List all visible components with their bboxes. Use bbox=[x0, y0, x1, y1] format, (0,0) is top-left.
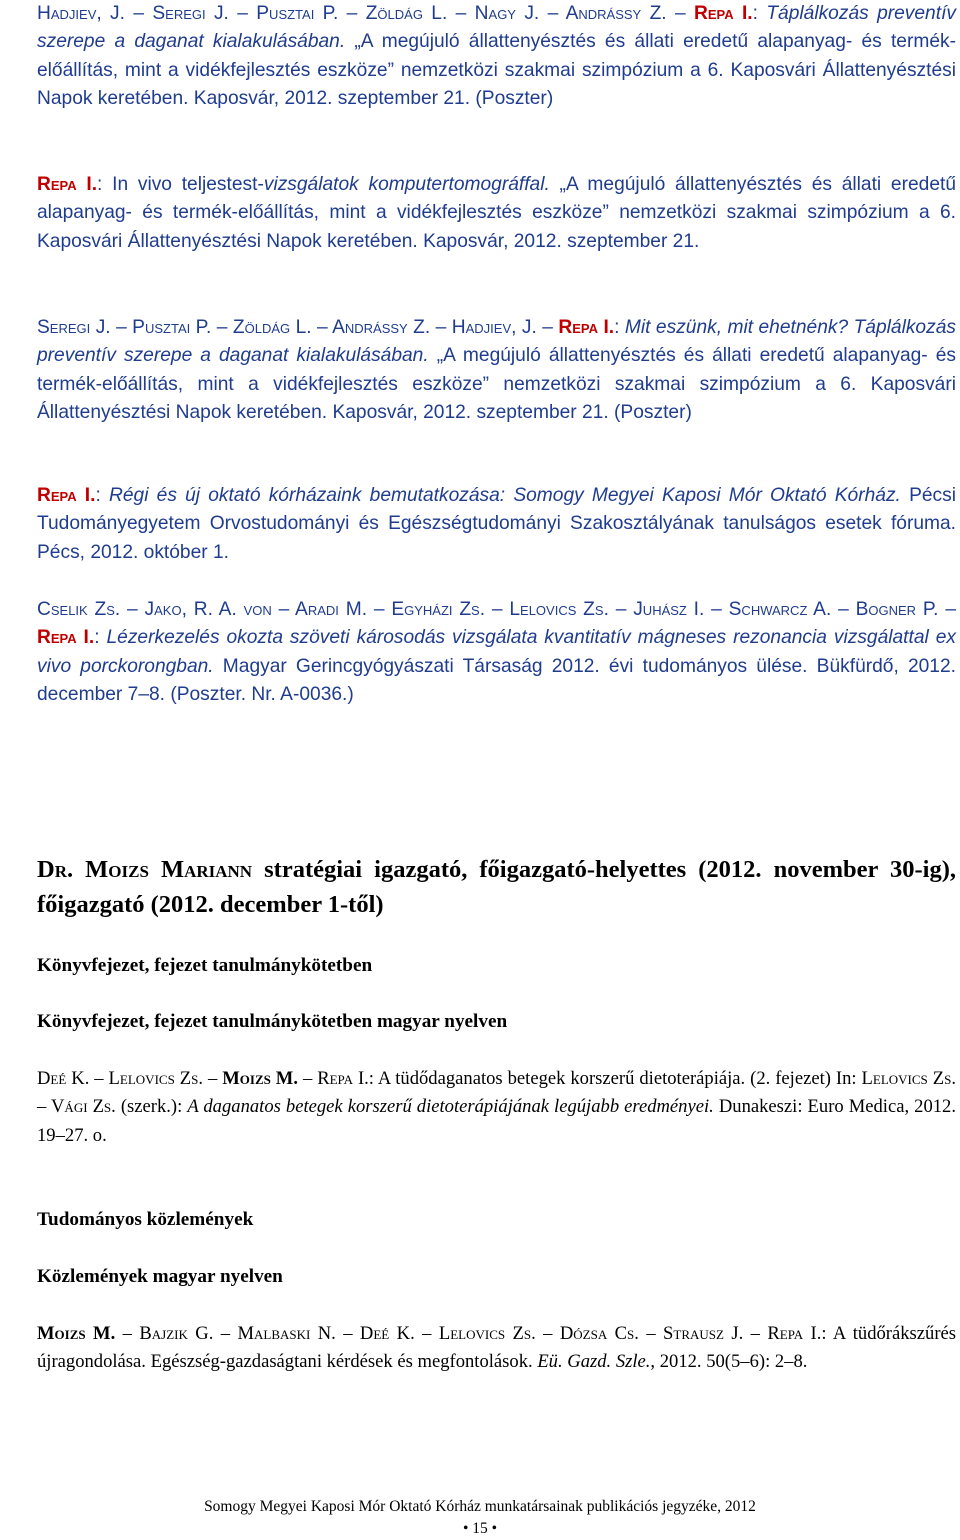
entry-title: Régi és új oktató kórházaink bemutatkozása: Somogy Megyei Kaposi Mór Oktató Kórház. bbox=[109, 485, 901, 506]
publication-entry: Repa I.: Régi és új oktató kórházaink bemutatkozása: Somogy Megyei Kaposi Mór Oktató Kórház. Pécsi Tudományegyetem Orvostudományi és Egészségtudományi Szakosztályának tanulságos esetek fóruma. Pécs, 2012. október 1. bbox=[37, 485, 956, 563]
section-heading: Tudományos közlemények bbox=[37, 1209, 254, 1230]
entry-title: : A tüdődaganatos betegek korszerű dietoterápiája. (2. fejezet) In: bbox=[368, 1068, 862, 1089]
entry-venue: „A megújuló állattenyésztés és állati eredetű alapanyag- és termék-előállítás, mint a vidékfejlesztés eszköze” nemzetközi szakmai szimpózium a 6. Kaposvári Állattenyésztési Napok keretében. Kaposvár, 2012. szeptember 21. (Poszter) bbox=[37, 345, 957, 424]
entry-title: Mit eszünk, mit ehetnénk? Táplálkozás preventív szerepe a daganat kialakulásában. bbox=[37, 317, 956, 367]
entry-title: Táplálkozás preventív szerepe a daganat kialakulásában. bbox=[37, 3, 956, 53]
moizs-author: Moizs M. bbox=[37, 1323, 116, 1344]
entry-authors: – Bajzik G. – Malbaski N. – Deé K. – Lelovics Zs. – Dózsa Cs. – Strausz J. – Repa I. bbox=[115, 1323, 822, 1344]
entry-authors: Hadjiev, J. – Seregi J. – Pusztai P. – Zöldág L. – Nagy J. – Andrássy Z. – bbox=[37, 3, 694, 24]
entry-venue: Magyar Gerincgyógyászati Társaság 2012. évi tudományos ülése. Bükfürdő, 2012. december 7–8. (Poszter. Nr. A-0036.) bbox=[37, 655, 956, 706]
repa-author: Repa I. bbox=[37, 485, 96, 506]
entry-authors: Cselik Zs. – Jako, R. A. von – Aradi M. – Egyházi Zs. – Lelovics Zs. – Juhász I. – Schwarcz A. – Bogner P. – bbox=[37, 599, 956, 620]
entry-title: : A tüdőrákszűrés újragondolása. Egészség-gazdaságtani kérdések és megfontolások. bbox=[37, 1323, 957, 1373]
repa-author: Repa I. bbox=[558, 317, 615, 338]
section-heading: Könyvfejezet, fejezet tanulmánykötetben bbox=[37, 955, 373, 976]
entry-publisher: Dunakeszi: Euro Medica, 2012. 19–27. o. bbox=[37, 1096, 956, 1146]
entry-title: vizsgálatok komputertomográffal. bbox=[263, 174, 550, 195]
entry-authors: Deé K. – Lelovics Zs. – bbox=[37, 1068, 223, 1089]
entry-venue: „A megújuló állattenyésztés és állati eredetű alapanyag- és termék-előállítás, mint a vidékfejlesztés eszköze” nemzetközi szakmai szimpózium a 6. Kaposvári Állattenyésztési Napok keretében. Kaposvár, 2012. szeptember 21. (Poszter) bbox=[37, 31, 956, 110]
repa-author: Repa I. bbox=[694, 3, 753, 24]
book-chapter-entry bbox=[37, 1065, 956, 1150]
publication-entry: Cselik Zs. – Jako, R. A. von – Aradi M. – Egyházi Zs. – Lelovics Zs. – Juhász I. – Schwarcz A. – Bogner P. – Repa I.: Lézerkezelés okozta szöveti károsodás vizsgálata kvantitatív mágneses rezonancia vizsgálattal ex vivo porckorongban. Magyar Gerincgyógyászati Társaság 2012. évi tudományos ülése. Bükfürdő, 2012. december 7–8. (Poszter. Nr. A-0036.) bbox=[37, 599, 956, 706]
section-subheading: Közlemények magyar nyelven bbox=[37, 1266, 283, 1287]
repa-author: Repa I. bbox=[37, 174, 98, 195]
entry-title: Lézerkezelés okozta szöveti károsodás vizsgálata kvantitatív mágneses rezonancia vizsgálattal ex vivo porckorongban. bbox=[37, 627, 956, 677]
entry-journal: Eü. Gazd. Szle. bbox=[537, 1351, 651, 1373]
page-number: • 15 • bbox=[462, 1520, 498, 1537]
repa-author: Repa I. bbox=[37, 627, 95, 649]
article-entry bbox=[37, 1320, 956, 1377]
moizs-author: Moizs M. bbox=[222, 1068, 298, 1089]
document-page bbox=[37, 0, 956, 1540]
entry-citation: , 2012. 50(5–6): 2–8. bbox=[650, 1351, 808, 1373]
person-name: Dr. Moizs Mariann bbox=[37, 856, 253, 883]
page-footer: Somogy Megyei Kaposi Mór Oktató Kórház munkatársainak publikációs jegyzéke, 2012 bbox=[204, 1498, 756, 1515]
publication-entry: Hadjiev, J. – Seregi J. – Pusztai P. – Zöldág L. – Nagy J. – Andrássy Z. – Repa I.: Táplálkozás preventív szerepe a daganat kialakulásában. „A megújuló állattenyésztés és állati eredetű alapanyag- és termék-előállítás, mint a vidékfejlesztés eszköze” nemzetközi szakmai szimpózium a 6. Kaposvári Állattenyésztési Napok keretében. Kaposvár, 2012. szeptember 21. (Poszter) bbox=[37, 3, 956, 110]
person-heading bbox=[37, 852, 956, 922]
entry-editors: Lelovics Zs. – Vági Zs. bbox=[37, 1068, 956, 1118]
section-subheading: Könyvfejezet, fejezet tanulmánykötetben magyar nyelven bbox=[37, 1011, 508, 1032]
entry-authors: Seregi J. – Pusztai P. – Zöldág L. – Andrássy Z. – Hadjiev, J. – bbox=[37, 317, 559, 338]
entry-title-plain: In vivo teljestest- bbox=[112, 174, 264, 195]
entry-book-title: A daganatos betegek korszerű dietoterápiájának legújabb eredményei. bbox=[187, 1096, 714, 1118]
entry-editor-note: (szerk.): bbox=[115, 1096, 188, 1118]
publication-entry: Repa I.: In vivo teljestest-vizsgálatok komputertomográffal. „A megújuló állattenyésztés és állati eredetű alapanyag- és termék-előállítás, mint a vidékfejlesztés eszköze” nemzetközi szakmai szimpózium a 6. Kaposvári Állattenyésztési Napok keretében. Kaposvár, 2012. szeptember 21. bbox=[37, 174, 956, 252]
entry-venue: Pécsi Tudományegyetem Orvostudományi és Egészségtudományi Szakosztályának tanulságos esetek fóruma. Pécs, 2012. október 1. bbox=[37, 485, 956, 563]
entry-authors-tail: – Repa I. bbox=[298, 1068, 369, 1089]
publication-entry: Seregi J. – Pusztai P. – Zöldág L. – Andrássy Z. – Hadjiev, J. – Repa I.: Mit eszünk, mit ehetnénk? Táplálkozás preventív szerepe a daganat kialakulásában. „A megújuló állattenyésztés és állati eredetű alapanyag- és termék-előállítás, mint a vidékfejlesztés eszköze” nemzetközi szakmai szimpózium a 6. Kaposvári Állattenyésztési Napok keretében. Kaposvár, 2012. szeptember 21. (Poszter) bbox=[37, 317, 957, 424]
person-role: stratégiai igazgató, főigazgató-helyettes (2012. november 30-ig), főigazgató (2012. december 1-től) bbox=[37, 856, 956, 918]
entry-venue: „A megújuló állattenyésztés és állati eredetű alapanyag- és termék-előállítás, mint a vidékfejlesztés eszköze” nemzetközi szakmai szimpózium a 6. Kaposvári Állattenyésztési Napok keretében. Kaposvár, 2012. szeptember 21. bbox=[37, 174, 956, 252]
